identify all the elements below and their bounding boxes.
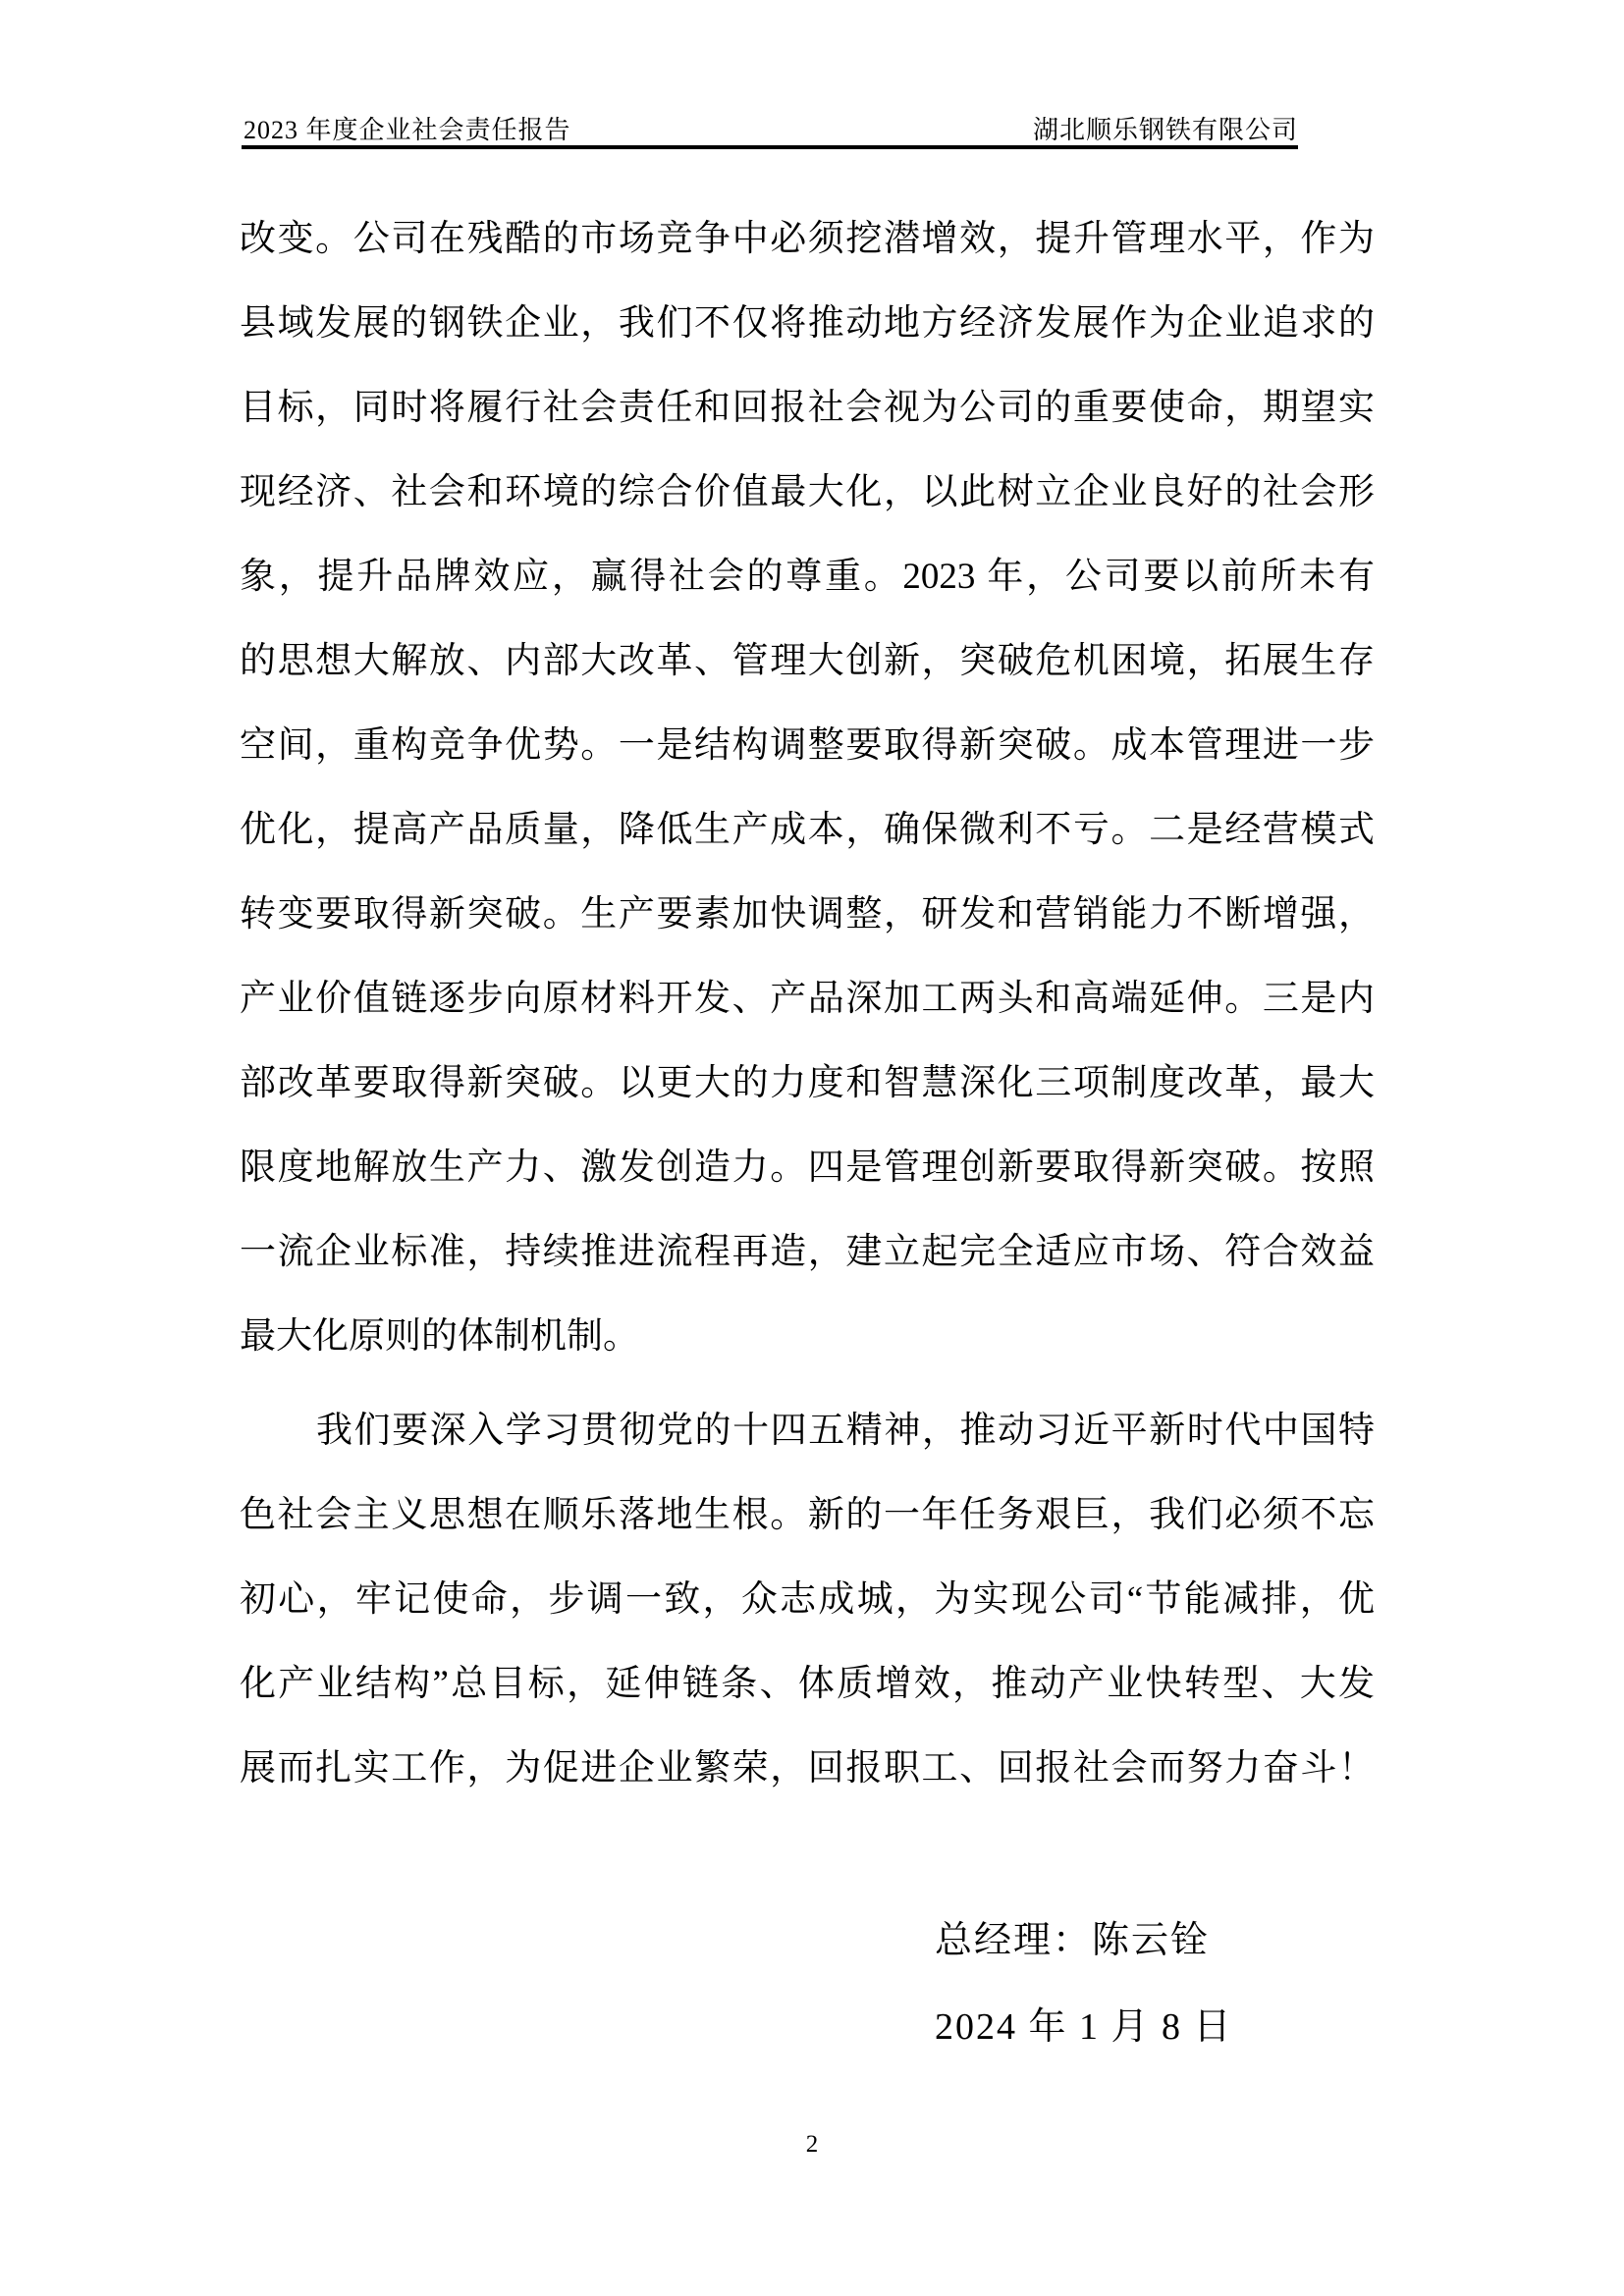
body-line: 最大化原则的体制机制。	[240, 1316, 639, 1357]
page-number: 2	[805, 2131, 819, 2158]
body-line: 初心，牢记使命，步调一致，众志成城，为实现公司“节能减排，优	[240, 1579, 1375, 1620]
header-report-title: 2023 年度企业社会责任报告	[244, 116, 571, 144]
body-line: 空间，重构竞争优势。一是结构调整要取得新突破。成本管理进一步	[240, 725, 1375, 766]
body-line: 转变要取得新突破。生产要素加快调整，研发和营销能力不断增强，	[240, 894, 1375, 934]
body-line: 色社会主义思想在顺乐落地生根。新的一年任务艰巨，我们必须不忘	[240, 1495, 1375, 1535]
paragraph-1	[240, 197, 1375, 1379]
body-line: 目标，同时将履行社会责任和回报社会视为公司的重要使命，期望实	[240, 388, 1375, 428]
body-line: 化产业结构”总目标，延伸链条、体质增效，推动产业快转型、大发	[240, 1664, 1375, 1704]
body-line: 象，提升品牌效应，赢得社会的尊重。2023 年，公司要以前所未有	[240, 557, 1375, 597]
body-line: 一流企业标准，持续推进流程再造，建立起完全适应市场、符合效益	[240, 1232, 1375, 1272]
body-line: 限度地解放生产力、激发创造力。四是管理创新要取得新突破。按照	[240, 1148, 1375, 1188]
body-line: 优化，提高产品质量，降低生产成本，确保微利不亏。二是经营模式	[240, 810, 1375, 850]
signature-signer: 总经理：陈云铨	[935, 1920, 1211, 1961]
body-line: 部改革要取得新突破。以更大的力度和智慧深化三项制度改革，最大	[240, 1063, 1375, 1103]
body-line: 现经济、社会和环境的综合价值最大化，以此树立企业良好的社会形	[240, 472, 1375, 512]
signature-block	[935, 1897, 1233, 2070]
body-line: 改变。公司在残酷的市场竞争中必须挖潜增效，提升管理水平，作为	[240, 219, 1375, 259]
header-divider	[242, 145, 1298, 149]
body-line: 展而扎实工作，为促进企业繁荣，回报职工、回报社会而努力奋斗！	[240, 1748, 1375, 1789]
header-company-name: 湖北顺乐钢铁有限公司	[1032, 116, 1298, 144]
paragraph-2	[240, 1389, 1375, 1811]
body-line: 县域发展的钢铁企业，我们不仅将推动地方经济发展作为企业追求的	[240, 303, 1375, 344]
body-line: 的思想大解放、内部大改革、管理大创新，突破危机困境，拓展生存	[240, 641, 1375, 681]
report-body	[240, 197, 1375, 1811]
body-line: 我们要深入学习贯彻党的十四五精神，推动习近平新时代中国特	[316, 1411, 1375, 1451]
body-line: 产业价值链逐步向原材料开发、产品深加工两头和高端延伸。三是内	[240, 979, 1375, 1019]
page-footer	[0, 2130, 1624, 2160]
signature-date: 2024 年 1 月 8 日	[935, 2006, 1233, 2048]
page-header	[244, 116, 1298, 145]
